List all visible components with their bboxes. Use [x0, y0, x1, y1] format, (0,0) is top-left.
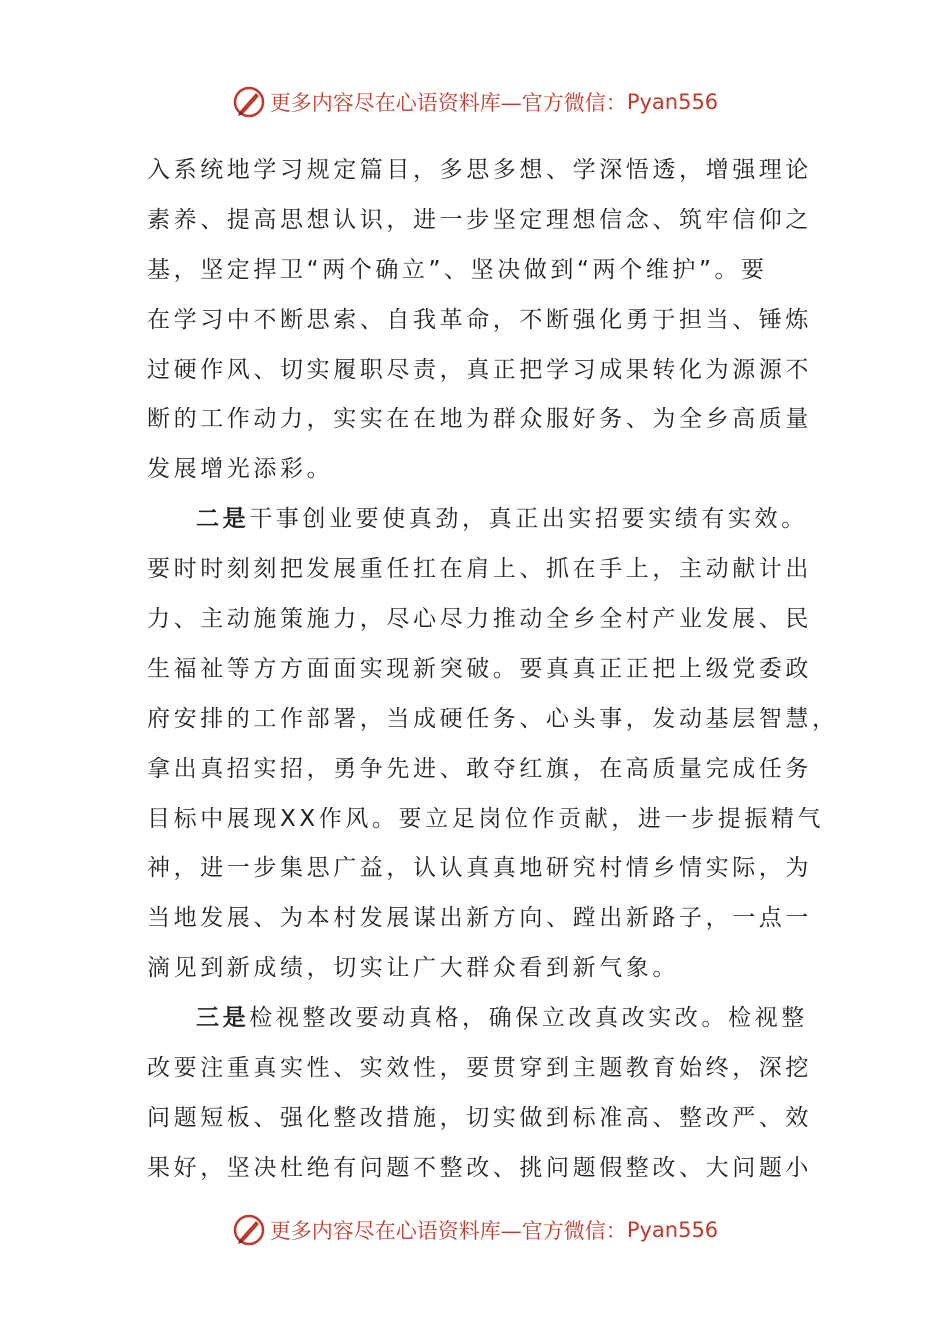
text-line: 过硬作风、切实履职尽责，真正把学习成果转化为源源不 [147, 356, 812, 383]
wechat-id: Pyan556 [626, 1218, 719, 1242]
text-line: 生福祉等方方面面实现新突破。要真真正正把上级党委政 [147, 655, 812, 682]
paragraph-2 [147, 495, 839, 994]
text-line: 改要注重真实性、实效性，要贯穿到主题教育始终，深挖 [147, 1055, 812, 1082]
text-line: 要时时刻刻把发展重任扛在肩上、抓在手上，主动献计出 [147, 556, 812, 583]
text-line [147, 495, 808, 545]
text-line: 府安排的工作部署，当成硬任务、心头事，发动基层智慧， [147, 705, 839, 732]
wechat-id: Pyan556 [626, 90, 719, 114]
paragraph-lead: 二是 [196, 506, 250, 533]
text-line: 目标中展现XX作风。要立足岗位作贡献，进一步提振精气 [147, 805, 825, 832]
paragraph-first-line: 检视整改要动真格，确保立改真改实改。检视整 [249, 1005, 808, 1032]
text-line: 滴见到新成绩，切实让广大群众看到新气象。 [147, 955, 679, 982]
text-line: 素养、提高思想认识，进一步坚定理想信念、筑牢信仰之 [147, 206, 812, 233]
document-body [147, 146, 839, 1194]
text-line: 拿出真招实招，勇争先进、敢夺红旗，在高质量完成任务 [147, 755, 812, 782]
text-line: 基，坚定捍卫“两个确立”、坚决做到“两个维护”。要 [147, 256, 768, 283]
header-banner [0, 80, 950, 124]
text-line: 问题短板、强化整改措施，切实做到标准高、整改严、效 [147, 1104, 812, 1131]
text-line: 神，进一步集思广益，认认真真地研究村情乡情实际，为 [147, 855, 812, 882]
pen-logo-icon [232, 1213, 266, 1247]
banner-text: 更多内容尽在心语资料库—官方微信： [269, 91, 627, 115]
text-line: 断的工作动力，实实在在地为群众服好务、为全乡高质量 [147, 406, 812, 433]
text-line: 力、主动施策施力，尽心尽力推动全乡全村产业发展、民 [147, 606, 812, 633]
text-line: 果好，坚决杜绝有问题不整改、挑问题假整改、大问题小 [147, 1154, 812, 1181]
paragraph-1 [147, 146, 812, 495]
text-line [147, 994, 808, 1044]
footer-banner [0, 1208, 950, 1252]
text-line: 当地发展、为本村发展谋出新方向、蹚出新路子，一点一 [147, 905, 812, 932]
paragraph-lead: 三是 [196, 1005, 250, 1032]
banner-text: 更多内容尽在心语资料库—官方微信： [269, 1219, 627, 1243]
paragraph-3 [147, 994, 812, 1194]
paragraph-first-line: 干事创业要使真劲，真正出实招要实绩有实效。 [249, 506, 808, 533]
text-line: 发展增光添彩。 [147, 456, 334, 483]
text-line: 在学习中不断思索、自我革命，不断强化勇于担当、锤炼 [147, 306, 812, 333]
pen-logo-icon [232, 85, 266, 119]
text-line: 入系统地学习规定篇目，多思多想、学深悟透，增强理论 [147, 157, 812, 183]
